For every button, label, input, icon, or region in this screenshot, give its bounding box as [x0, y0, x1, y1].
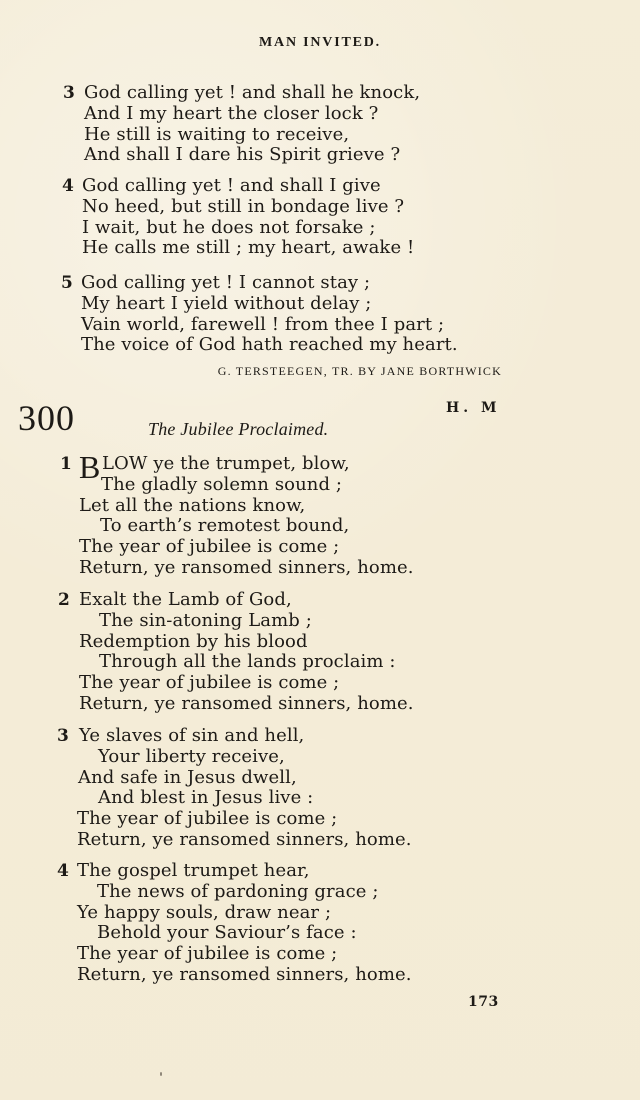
- hymn-number: 300: [18, 398, 75, 438]
- stanza-number: 1: [60, 454, 72, 474]
- line-text: Let all the nations know,: [79, 494, 306, 516]
- line-text: Exalt the Lamb of God,: [79, 589, 292, 610]
- line-text: And blest in Jesus live :: [98, 787, 314, 809]
- line-text: He calls me still ; my heart, awake !: [82, 237, 415, 259]
- line-text: The year of jubilee is come ;: [77, 808, 338, 830]
- line-text: LOW ye the trumpet, blow,: [102, 453, 350, 474]
- line-text: I wait, but he does not forsake ;: [82, 216, 376, 238]
- line-text: Redemption by his blood: [79, 630, 308, 652]
- line-text: The sin-atoning Lamb ;: [99, 609, 312, 631]
- drop-cap: B: [79, 449, 101, 485]
- page-number: 173: [468, 994, 499, 1010]
- hymn-meter: H. M: [446, 400, 501, 416]
- line-text: The gospel trumpet hear,: [77, 860, 310, 881]
- line-text: Through all the lands proclaim :: [99, 651, 396, 673]
- line-text: No heed, but still in bondage live ?: [82, 195, 405, 217]
- line-text: The voice of God hath reached my heart.: [81, 334, 458, 356]
- line-text: God calling yet ! I cannot stay ;: [81, 272, 371, 293]
- stanza-number: 3: [63, 83, 75, 103]
- line-text: Return, ye ransomed sinners, home.: [79, 556, 414, 578]
- line-text: Vain world, farewell ! from thee I part ;: [81, 313, 445, 335]
- line-text: Return, ye ransomed sinners, home.: [77, 963, 412, 985]
- line-text: Return, ye ransomed sinners, home.: [79, 692, 414, 714]
- stanza-number: 3: [57, 726, 69, 746]
- line-text: He still is waiting to receive,: [84, 123, 350, 145]
- line-text: Your liberty receive,: [98, 745, 285, 767]
- line-text: Behold your Saviour’s face :: [97, 922, 357, 944]
- line-text: The year of jubilee is come ;: [79, 672, 340, 694]
- line-text: Ye slaves of sin and hell,: [79, 725, 305, 746]
- line-text: The year of jubilee is come ;: [77, 943, 338, 965]
- running-head: MAN INVITED.: [259, 35, 381, 50]
- author-attribution: [0, 364, 640, 379]
- hymn-title: The Jubilee Proclaimed.: [148, 419, 329, 439]
- line-text: Return, ye ransomed sinners, home.: [77, 828, 412, 850]
- line-text: And safe in Jesus dwell,: [78, 766, 297, 788]
- attribution-text: G. TERSTEEGEN, TR. BY JANE BORTHWICK: [217, 364, 502, 378]
- stanza-number: 4: [57, 861, 69, 881]
- line-text: The year of jubilee is come ;: [79, 536, 340, 558]
- line-text: Ye happy souls, draw near ;: [77, 901, 332, 923]
- stanza-number: 4: [62, 176, 74, 196]
- line-text: And shall I dare his Spirit grieve ?: [84, 144, 401, 166]
- stanza-number: 5: [61, 273, 73, 293]
- line-text: The gladly solemn sound ;: [101, 473, 343, 495]
- line-text: The news of pardoning grace ;: [97, 880, 379, 902]
- line-text: God calling yet ! and shall I give: [82, 175, 381, 196]
- line-text: And I my heart the closer lock ?: [84, 102, 379, 124]
- line-text: God calling yet ! and shall he knock,: [84, 82, 421, 103]
- paper-speck: [160, 1072, 162, 1076]
- line-text: My heart I yield without delay ;: [81, 292, 372, 314]
- line-text: To earth’s remotest bound,: [100, 515, 350, 537]
- stanza-number: 2: [58, 590, 70, 610]
